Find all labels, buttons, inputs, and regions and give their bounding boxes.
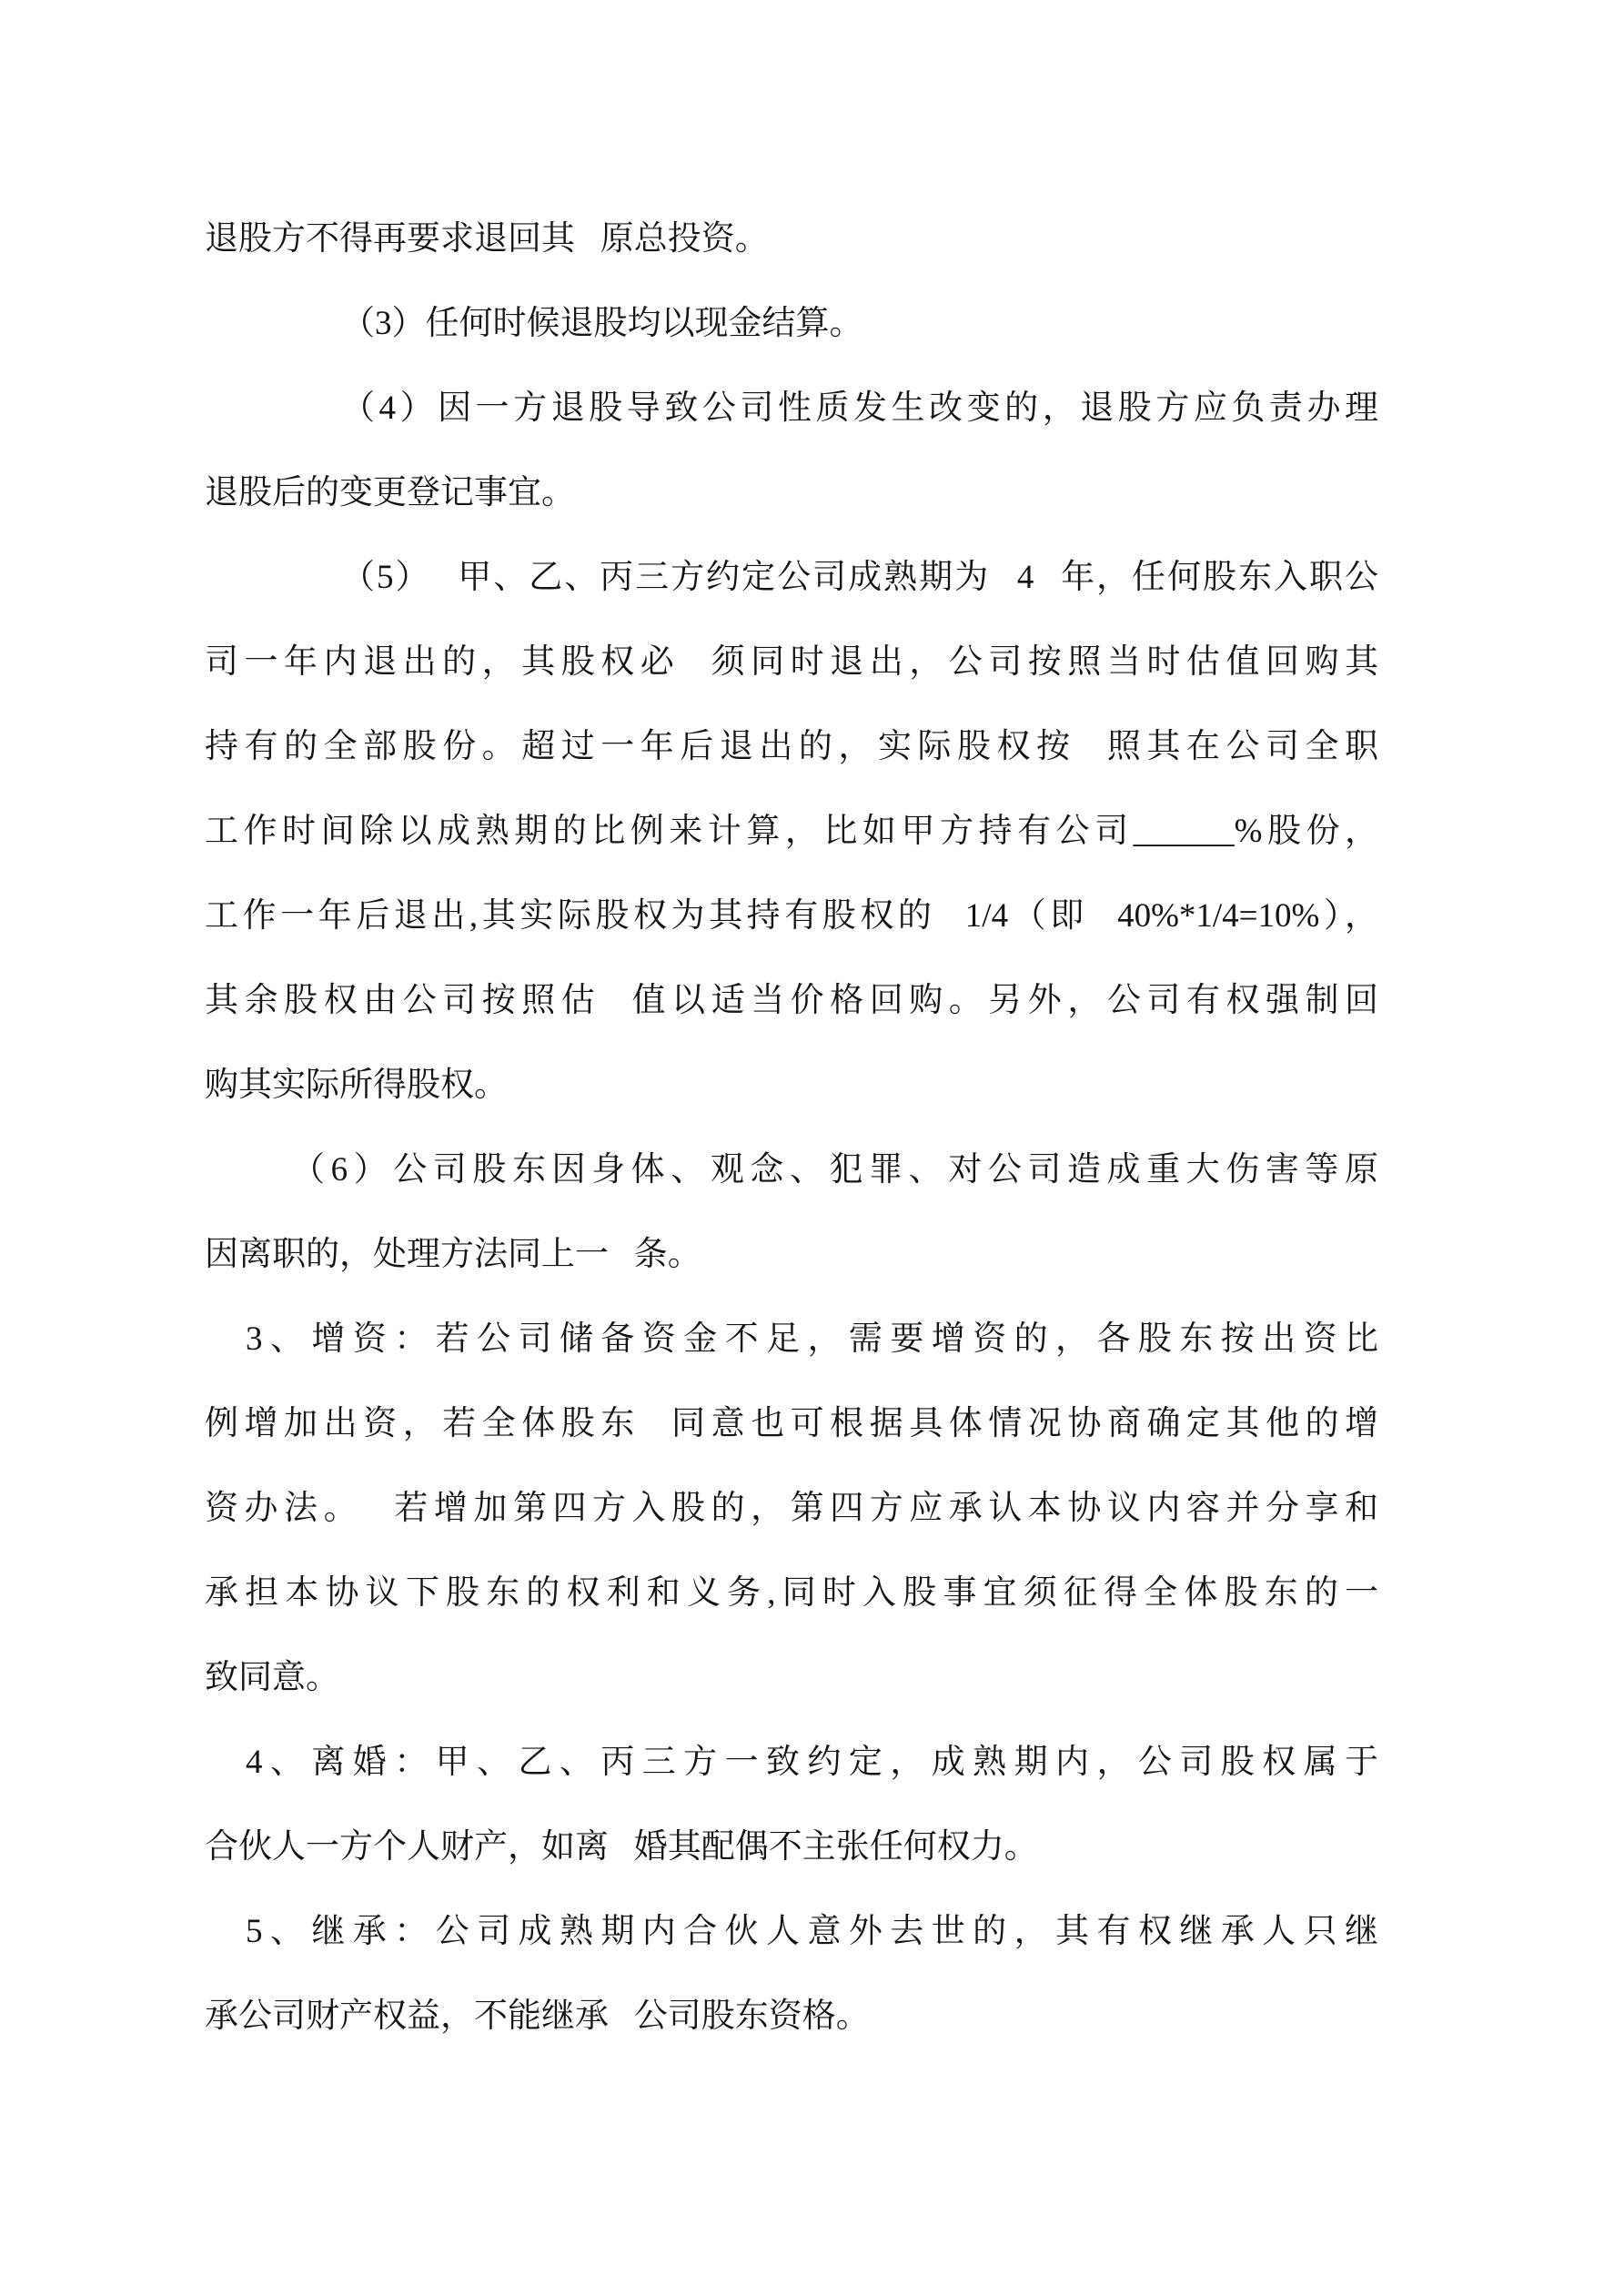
text-line: 购其实际所得股权。 [205,1067,508,1104]
text-line: 5、继承：公司成熟期内合伙人意外去世的，其有权继承人只继 [246,1913,1378,1950]
text-line: （5） 甲、乙、丙三方约定公司成熟期为 4 年，任何股东入职公 [341,559,1378,596]
text-line: 例增加出资，若全体股东 同意也可根据具体情况协商确定其他的增 [205,1405,1378,1442]
text-line: 因离职的，处理方法同上一 条。 [205,1236,701,1273]
text-line: 工作时间除以成熟期的比例来计算，比如甲方持有公司______%股份， [205,813,1378,850]
text-line: 司一年内退出的，其股权必 须同时退出，公司按照当时估值回购其 [205,643,1378,681]
text-line: 其余股权由公司按照估 值以适当价格回购。另外，公司有权强制回 [205,982,1378,1019]
text-line: 3、增资：若公司储备资金不足，需要增资的，各股东按出资比 [246,1320,1378,1358]
contract-text-block [205,197,1378,2058]
text-line: 承担本协议下股东的权利和义务,同时入股事宜须征得全体股东的一 [205,1574,1378,1612]
text-line: （6）公司股东因身体、观念、犯罪、对公司造成重大伤害等原 [291,1151,1378,1188]
text-line: （3）任何时候退股均以现金结算。 [341,305,863,342]
text-line: 致同意。 [205,1659,339,1696]
text-line: （4）因一方退股导致公司性质发生改变的，退股方应负责办理 [341,389,1378,427]
text-line: 持有的全部股份。超过一年后退出的，实际股权按 照其在公司全职 [205,728,1378,765]
text-line: 工作一年后退出,其实际股权为其持有股权的 1/4（即 40%*1/4=10%）， [205,897,1378,935]
text-line: 承公司财产权益，不能继承 公司股东资格。 [205,1998,870,2035]
text-line: 资办法。 若增加第四方入股的，第四方应承认本协议内容并分享和 [205,1490,1378,1527]
text-line: 合伙人一方个人财产，如离 婚其配偶不主张任何权力。 [205,1828,1038,1866]
text-line: 退股方不得再要求退回其 原总投资。 [205,220,769,258]
text-line: 退股后的变更登记事宜。 [205,474,575,511]
text-line: 4、离婚：甲、乙、丙三方一致约定，成熟期内，公司股权属于 [246,1744,1378,1781]
